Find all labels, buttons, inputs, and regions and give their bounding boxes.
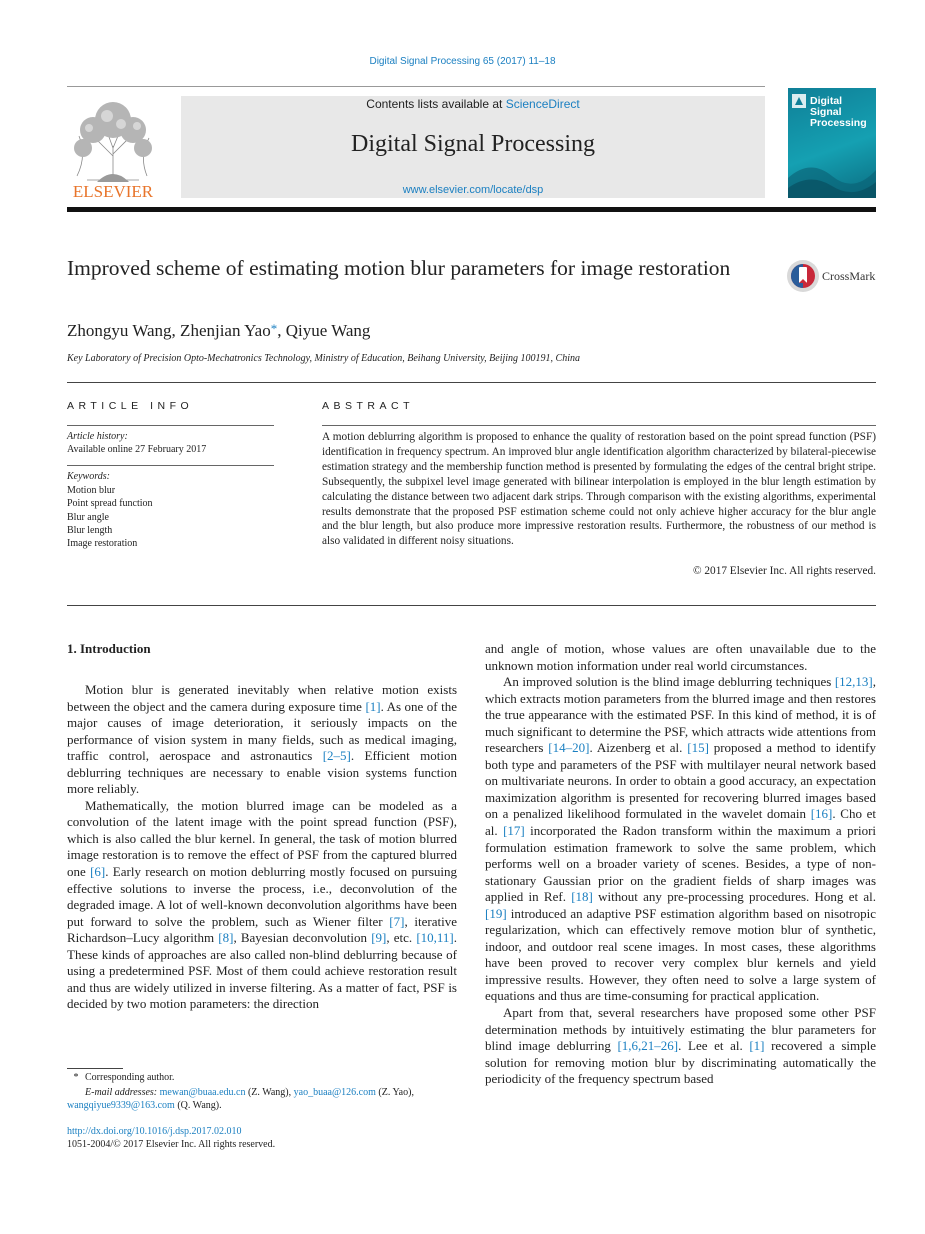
publisher-name: ELSEVIER [72, 182, 154, 200]
text-run: introduced an adaptive PSF estimation algorithm based on nisotropic regularization, which can effectively remove motion blur of synthetic, indoor, and outdoor real scene images. In most cases, these algorithms have been proved to recover very complex blur kernels and yield impressive results. However, they often need to solve a large system of equations and thus are time-consuming for practical application. [485, 905, 876, 1004]
cover-emblem-icon [792, 94, 806, 108]
email-link[interactable]: yao_buaa@126.com [293, 1087, 376, 1098]
journal-citation-link[interactable]: Digital Signal Processing 65 (2017) 11–18 [369, 56, 556, 67]
abstract-copyright: © 2017 Elsevier Inc. All rights reserved. [692, 565, 876, 577]
citation-link[interactable]: [19] [485, 905, 507, 921]
masthead-top-rule [67, 86, 765, 87]
cover-title-line-1: Digital [810, 95, 843, 107]
section-heading: 1. Introduction [67, 641, 151, 656]
paragraph: and angle of motion, whose values are often unavailable due to the unknown motion information under real world circumstances. [485, 641, 876, 673]
text-run: , etc. [386, 930, 417, 946]
keyword: Motion blur [67, 485, 116, 496]
citation-link[interactable]: [16] [810, 806, 833, 822]
abstract-text: A motion deblurring algorithm is proposed to enhance the quality of restoration based on the point spread function (PSF) identification in frequency spectrum. An improved blur angle identification algorithm characterized by bilateral-piecewise estimation strategy and the membership function method is presented by formulating the edges of the central bright stripe. Subsequently, the subpixel level image generated with bilinear interpolation is employed in the blur length estimation by calculating the distance between two adjacent dark strips. Through comparison with the existing algorithms, experimental results demonstrate that the proposed PSF estimation scheme could not only achieve higher accuracy for the blur angle and the blur length, but also produce more impressive restoration results. Furthermore, the robustness of our method is also validated in different noisy situations. [322, 431, 876, 548]
citation-link[interactable]: [7] [389, 913, 405, 929]
journal-cover[interactable] [788, 88, 876, 198]
text-run: Apart from that, several researchers have proposed some other PSF determination methods by intuitively estimating the blur parameters for blind image deblurring [485, 1005, 876, 1054]
crossmark-label: CrossMark [822, 269, 876, 283]
paragraph [485, 1005, 876, 1088]
contents-prefix: Contents lists available at [366, 97, 506, 111]
keyword: Blur length [67, 524, 113, 536]
corresponding-author-mark[interactable]: * [270, 321, 278, 336]
text-run: Motion blur is generated inevitably when relative motion exists between the object and the camera during exposure time [67, 682, 457, 714]
citation-link[interactable]: [8] [218, 930, 234, 946]
journal-url-link[interactable]: www.elsevier.com/locate/dsp [402, 184, 544, 196]
citation-link[interactable]: [15] [687, 740, 709, 756]
text-run: . Aizenberg et al. [589, 740, 688, 756]
right-column [485, 641, 876, 1088]
citation-link[interactable]: [10,11] [416, 930, 454, 946]
email-owner: (Z. Yao), [375, 1087, 414, 1098]
citation-link[interactable]: [14–20] [548, 740, 590, 756]
issn-line: 1051-2004/© 2017 Elsevier Inc. All rights reserved. [67, 1139, 276, 1150]
elsevier-logo[interactable] [67, 96, 159, 200]
corresponding-author-footnote [67, 1072, 174, 1083]
elsevier-tree-icon [67, 96, 159, 200]
author-names-2: , Qiyue Wang [277, 321, 371, 340]
doi-link[interactable]: http://dx.doi.org/10.1016/j.dsp.2017.02.010 [67, 1126, 242, 1137]
keywords-label: Keywords: [67, 471, 110, 482]
history-label: Article history: [67, 431, 128, 442]
text-run: . Early research on motion deblurring mostly focused on pursuing effective solutions to inverse the process, i.e., deconvolution of the degraded image. A lot of well-known deconvolution algorithms have been put forward to solve the problem, such as Wiener filter [67, 864, 457, 929]
footnote-star: * [73, 1072, 79, 1083]
email-link[interactable]: mewan@buaa.edu.cn [159, 1087, 246, 1098]
abstract-rule [322, 425, 876, 426]
text-run: . Lee et al. [678, 1038, 750, 1054]
text-run: without any pre-processing procedures. Hong et al. [592, 889, 876, 905]
crossmark-button[interactable] [786, 259, 878, 293]
email-footnote [85, 1086, 465, 1100]
text-run: . Cho et al. [485, 806, 877, 839]
text-run: , iterative Richardson–Lucy algorithm [67, 913, 457, 946]
email-footnote-line-2 [67, 1100, 222, 1111]
text-run: An improved solution is the blind image deblurring techniques [503, 674, 835, 690]
citation-link[interactable]: [18] [571, 889, 593, 905]
text-run: , Bayesian deconvolution [233, 930, 372, 946]
article-info-rule [67, 425, 274, 426]
keyword: Image restoration [67, 538, 138, 550]
text-run: . As one of the major causes of image deterioration, it seriously impacts on the performance of vision system in many fields, such as medical imaging, traffic control, aerospace and astronautics [67, 698, 457, 764]
cover-title [810, 96, 870, 129]
text-run: incorporated the Radon transform within the maximum a priori formulation estimation framework to solve the same problem, which performs well on a broader variety of scenes. Besides, a type of non-stationary Gaussian prior on the gradient fields of sharp images was applied in Ref. [485, 823, 877, 905]
citation-link[interactable]: [2–5] [322, 748, 351, 764]
keyword: Point spread function [67, 498, 153, 510]
text-run: recovered a simple solution for removing motion blur by discriminating automatically the periodicity of the frequency spectrum based [485, 1038, 876, 1087]
author-names-1: Zhongyu Wang, Zhenjian Yao [67, 321, 271, 340]
contents-line [181, 97, 765, 111]
cover-title-line-2: Signal [810, 106, 842, 118]
article-title: Improved scheme of estimating motion blur parameters for image restoration [67, 256, 731, 280]
citation-link[interactable]: [1] [749, 1038, 765, 1054]
journal-title: Digital Signal Processing [351, 131, 595, 157]
email-label: E-mail addresses: [85, 1087, 160, 1098]
email-owner: (Q. Wang). [174, 1100, 222, 1111]
cover-wave-graphic [788, 148, 876, 198]
sciencedirect-link[interactable]: ScienceDirect [505, 97, 580, 111]
footnote-rule [67, 1068, 123, 1069]
left-column [67, 682, 457, 1013]
text-run: Mathematically, the motion blurred image can be modeled as a convolution of the latent image with the point spread function (PSF), which is also called the blur kernel. In general, the task of motion blurred image restoration is to remove the effect of PSF from the captured blurred one [67, 797, 457, 880]
citation-link[interactable]: [9] [371, 930, 387, 946]
citation-link[interactable]: [1] [365, 698, 381, 714]
text-run: . These kinds of approaches are also called non-blind deblurring because of using a predetermined PSF. Most of them could achieve restoration result and thus are widely utilized in inverse filtering. As a matter of fact, PSF is decided by two motion parameters: the direction [67, 930, 458, 1012]
text-run: . Efficient motion deblurring techniques are necessary to enable vision systems function more reliably. [67, 748, 457, 797]
affiliation: Key Laboratory of Precision Opto-Mechatronics Technology, Ministry of Education, Beihang University, Beijing 100191, China [67, 353, 580, 364]
keyword: Blur angle [67, 511, 109, 523]
abstract-bottom-rule [67, 605, 876, 606]
citation-link[interactable]: [12,13] [834, 674, 873, 690]
keywords-rule [67, 465, 274, 466]
masthead-bottom-rule [67, 207, 876, 212]
keywords-list [67, 484, 153, 550]
cover-title-line-3: Processing [810, 117, 867, 129]
authors [67, 321, 370, 341]
paragraph [67, 798, 457, 1013]
citation-link[interactable]: [1,6,21–26] [617, 1038, 679, 1054]
citation-link[interactable]: [17] [503, 823, 525, 839]
history-value: Available online 27 February 2017 [67, 444, 207, 455]
footnote-text: Corresponding author. [85, 1072, 175, 1083]
paragraph [485, 674, 876, 1005]
crossmark-icon [786, 259, 820, 293]
abstract-heading: ABSTRACT [322, 400, 415, 412]
text-run: proposed a method to identify both type and parameters of the PSF with multilayer neural network based on multivariate neurons. In order to obtain a good accuracy, an expectation maximization algorithm is presented for recovering blurred images based on a penalized likelihood formulated in the wavelet domain [485, 740, 877, 822]
email-link[interactable]: wangqiyue9339@163.com [67, 1100, 175, 1111]
citation-link[interactable]: [6] [90, 864, 106, 880]
title-rule [67, 382, 876, 383]
article-info-heading: ARTICLE INFO [67, 400, 194, 412]
paragraph [67, 682, 457, 798]
email-owner: (Z. Wang), [245, 1087, 294, 1098]
text-run: , which extracts motion parameters from the blurred image and then restores the true appearance with the estimated PSF. In this kind of method, it is of much significant to determine the PSF, which attracts wide attentions from researchers [485, 674, 876, 756]
